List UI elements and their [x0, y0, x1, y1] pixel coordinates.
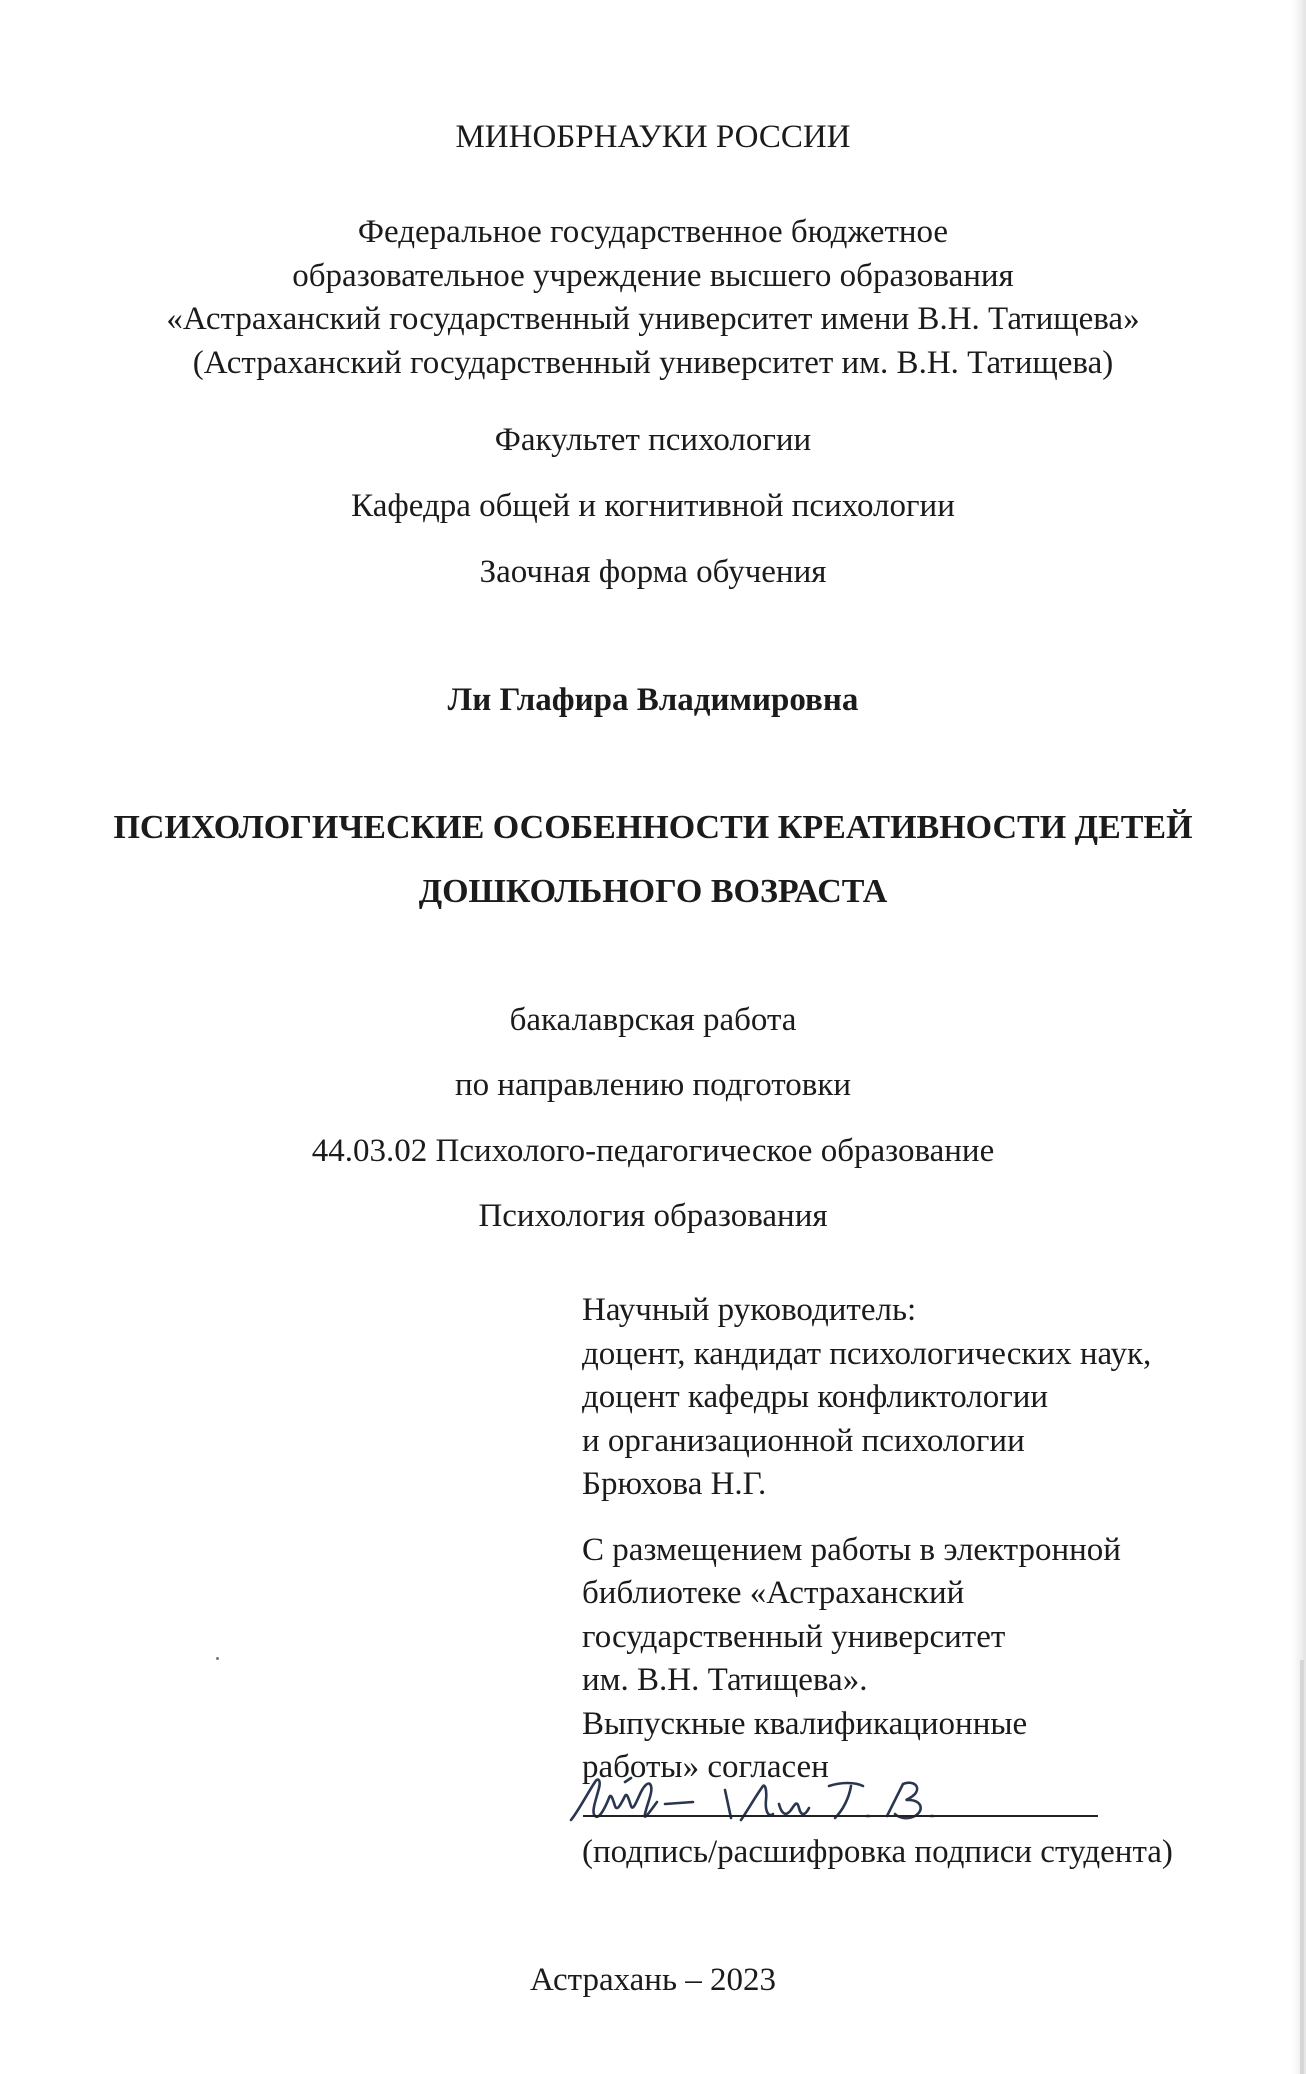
- supervisor-line-3: и организационной психологии: [582, 1423, 1025, 1459]
- institution-line-4: (Астраханский государственный университет им. В.Н. Татищева): [192, 345, 1114, 381]
- direction-label: по направлению подготовки: [454, 1067, 852, 1103]
- consent-line-4: им. В.Н. Татищева».: [582, 1662, 868, 1698]
- supervisor-line-2: доцент кафедры конфликтологии: [582, 1379, 1049, 1415]
- institution-line-3: «Астраханский государственный университет имени В.Н. Татищева»: [166, 301, 1140, 337]
- city-year: Астрахань – 2023: [529, 1962, 777, 1998]
- thesis-title-line-2: ДОШКОЛЬНОГО ВОЗРАСТА: [418, 873, 888, 910]
- signature-caption: (подпись/расшифровка подписи студента): [582, 1834, 1173, 1870]
- study-form: Заочная форма обучения: [479, 554, 827, 590]
- institution-line-1: Федеральное государственное бюджетное: [357, 214, 949, 250]
- institution-line-2: образовательное учреждение высшего образования: [292, 258, 1014, 294]
- ministry-name: МИНОБРНАУКИ РОССИИ: [455, 119, 851, 155]
- scan-speck: [216, 1657, 219, 1660]
- education-profile: Психология образования: [478, 1198, 828, 1234]
- supervisor-line-1: доцент, кандидат психологических наук,: [582, 1336, 1152, 1372]
- signature-underline: [583, 1815, 1098, 1817]
- student-signature: [565, 1760, 1105, 1830]
- supervisor-label: Научный руководитель:: [582, 1292, 917, 1328]
- department-name: Кафедра общей и когнитивной психологии: [351, 488, 955, 524]
- faculty-name: Факультет психологии: [494, 422, 812, 458]
- work-type: бакалаврская работа: [509, 1002, 797, 1038]
- direction-code: 44.03.02 Психолого-педагогическое образование: [311, 1133, 995, 1169]
- thesis-title-line-1: ПСИХОЛОГИЧЕСКИЕ ОСОБЕННОСТИ КРЕАТИВНОСТИ ДЕТЕЙ: [113, 809, 1193, 846]
- author-name: Ли Глафира Владимировна: [447, 682, 859, 718]
- handwritten-signature-image: [565, 1760, 1105, 1830]
- consent-line-3: государственный университет: [582, 1619, 1006, 1655]
- consent-line-1: С размещением работы в электронной: [582, 1532, 1121, 1568]
- consent-line-6: работы» согласен: [582, 1749, 829, 1785]
- consent-line-5: Выпускные квалификационные: [582, 1706, 1028, 1742]
- consent-line-2: библиотеке «Астраханский: [582, 1575, 965, 1611]
- scan-edge-mark: [1300, 1660, 1304, 2074]
- supervisor-name: Брюхова Н.Г.: [582, 1466, 767, 1502]
